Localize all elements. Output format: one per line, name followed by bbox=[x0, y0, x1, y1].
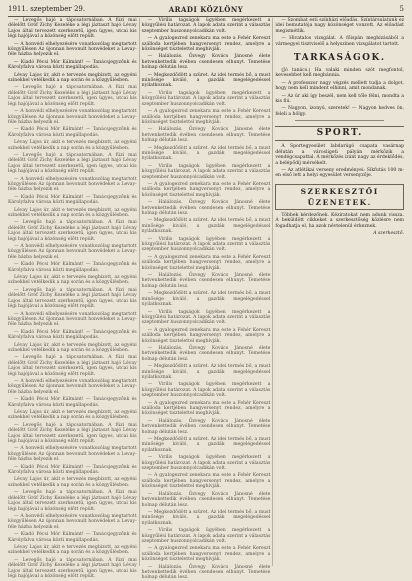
paragraph: — Kiadó Pécsi Mór Kálmánt! — Tanácsjegyzőnk és Károlyfalva városa közti megállapodás. bbox=[8, 59, 137, 71]
paragraph: — Virilis tagságok ügyében megérkezett a közgyűlési határozat. A lapok adata szerint a választás szeptember huszonnyolcadikán volt. bbox=[141, 382, 271, 399]
paragraph: — Halálozás. Özvegy Kovács Jánosné élete hetvenkettedik évében csendesen elhunyt. Temetése holnap délután lesz. bbox=[141, 273, 271, 289]
paragraph: — A honvédi elhelyezésére vonatkozólag megtartott közgyűlésen Az újonnan bevonult honvédeket a Levay-féle házba helyezik el. bbox=[8, 446, 137, 463]
column-2 bbox=[141, 18, 271, 581]
paragraph: — A honvédi elhelyezésére vonatkozólag megtartott közgyűlésen Az újonnan bevonult honvédeket a Levay-féle házba helyezik el. bbox=[8, 109, 137, 125]
paragraph: — Levegős hajó a tápcsatornában. A füzi mai délelőtt Gróf Zichy Kezeléke a légi jáztaszt hajó Lévay Lajos által tervezett szerkezetű, igen ügyes, utcai kis légi hajójával a közönség előtt repült. bbox=[8, 220, 137, 242]
paragraph: — Az atlétikai verseny eredményei: Síkfutás 100 m-en első lett a helyi egyesület versenyzője. bbox=[275, 167, 405, 179]
paragraph: — Halálozás. Özvegy Kovács Jánosné élete hetvenkettedik évében csendesen elhunyt. Temetése holnap délután lesz. bbox=[141, 564, 271, 581]
paragraph: — A honvédi elhelyezésére vonatkozólag megtartott közgyűlésen Az újonnan bevonult honvédeket a Levay-féle házba helyezik el. bbox=[8, 41, 137, 58]
paragraph: Lévay Lajos úr, akit e tervezés megbízott, az egyéni színekkel vetélkedik a nap során és a közgyűlésben. bbox=[8, 477, 137, 488]
paragraph: — Megkezdődött a szüret. Az idei termés bő, a must minősége kiváló, a gazdák megelégedéssel nyilatkoznak. bbox=[141, 72, 271, 89]
paragraph: — Szombat esti színházi előadás. Színtársulatunk ez idei bemutatója nagy közönséget vonzott. Az előadást megismétlik. bbox=[275, 18, 405, 34]
article-columns bbox=[8, 18, 405, 581]
paragraph: — Megkezdődött a szüret. Az idei termés bő, a must minősége kiváló, a gazdák megelégedéssel nyilatkoznak. bbox=[141, 218, 271, 235]
paragraph: — Levegős hajó a tápcsatornában. A füzi mai délelőtt Gróf Zichy Kezeléke a légi jáztaszt hajó Lévay Lajos által tervezett szerkezetű, igen ügyes, utcai kis légi hajójával a közönség előtt repült. bbox=[8, 85, 137, 107]
paragraph: — Virilis tagságok ügyében megérkezett a közgyűlési határozat. A lapok adata szerint a választás szeptember huszonnyolcadikán volt. bbox=[141, 528, 271, 544]
page-number: 5 bbox=[399, 5, 404, 13]
paragraph: — Hivatalos vizsgálat. A főispán megbízásából a vármegyei tisztviselő a helyszínen vizsgálatot tartott. bbox=[275, 36, 405, 47]
paragraph: — Virilis tagságok ügyében megérkezett a közgyűlési határozat. A lapok adata szerint a választás szeptember huszonnyolcadikán volt. bbox=[141, 309, 271, 326]
page-header bbox=[8, 4, 404, 17]
paragraph: — A gyalogezred zenekara ma este a Fehér Kereszt szálloda kertjében hangversenyt rendez, amelyre a közönséget tisztelettel meghívják. bbox=[141, 181, 271, 198]
paragraph: — Halálozás. Özvegy Kovács Jánosné élete hetvenkettedik évében csendesen elhunyt. Temetése holnap délután lesz. bbox=[141, 345, 271, 362]
section-title-sport: SPORT. bbox=[275, 126, 404, 141]
paragraph: — Kiadó Pécsi Mór Kálmánt! — Tanácsjegyzőnk és Károlyfalva városa közti megállapodás. bbox=[8, 194, 137, 206]
paragraph: — A gyalogezred zenekara ma este a Fehér Kereszt szálloda kertjében hangversenyt rendez, amelyre a közönséget tisztelettel meghívják. bbox=[141, 254, 271, 271]
editor-signature: A szerkesztő. bbox=[373, 230, 405, 236]
paragraph: — Halálozás. Özvegy Kovács Jánosné élete hetvenkettedik évében csendesen elhunyt. Temetése holnap délután lesz. bbox=[141, 54, 271, 71]
paragraph: — Levegős hajó a tápcsatornában. A füzi mai délelőtt Gróf Zichy Kezeléke a légi jáztaszt hajó Lévay Lajos által tervezett szerkezetű, igen ügyes, utcai kis légi hajójával a közönség előtt repült. bbox=[8, 422, 137, 445]
issue-date: 1911. szeptember 29. bbox=[8, 5, 86, 13]
paragraph: Lévay Lajos úr, akit e tervezés megbízott, az egyéni színekkel vetélkedik a nap során és a közgyűlésben. bbox=[8, 275, 137, 286]
paragraph: — Virilis tagságok ügyében megérkezett a közgyűlési határozat. A lapok adata szerint a választás szeptember huszonnyolcadikán volt. bbox=[141, 18, 271, 34]
paragraph: — Nagyon, izonyú, szeretek! — Nagyon kedves ön, feleli a hölgy. bbox=[275, 106, 405, 117]
column-3 bbox=[275, 18, 404, 566]
paragraph: Lévay Lajos úr, akit e tervezés megbízott, az egyéni színekkel vetélkedik a nap során és a közgyűlésben. bbox=[8, 342, 137, 353]
paragraph: — Halálozás. Özvegy Kovács Jánosné élete hetvenkettedik évében csendesen elhunyt. Temetése holnap délután lesz. bbox=[141, 200, 271, 216]
paragraph: — A professzor nagy végzés mellett tudja a dolgot, hogy nem kell mindent elhinni, amit mondanak. bbox=[275, 80, 405, 92]
paragraph: Többek kérdezőnek. Kéziratokat nem adunk vissza. A beküldött cikkeket a szerkesztőség közlésre nem fogadhatja el, ha azok névtelenül érkeznek. bbox=[275, 212, 405, 229]
paragraph: — Virilis tagságok ügyében megérkezett a közgyűlési határozat. A lapok adata szerint a választás szeptember huszonnyolcadikán volt. bbox=[141, 163, 271, 180]
paragraph: — Halálozás. Özvegy Kovács Jánosné élete hetvenkettedik évében csendesen elhunyt. Temetése holnap délután lesz. bbox=[141, 491, 271, 508]
paragraph: — A gyalogezred zenekara ma este a Fehér Kereszt szálloda kertjében hangversenyt rendez, amelyre a közönséget tisztelettel meghívják. bbox=[141, 109, 271, 125]
paragraph: — Levegős hajó a tápcsatornában. A füzi mai délelőtt Gróf Zichy Kezeléke a légi jáztaszt hajó Lévay Lajos által tervezett szerkezetű, igen ügyes, utcai kis légi hajójával a közönség előtt repült. bbox=[8, 557, 137, 579]
paragraph: — Megkezdődött a szüret. Az idei termés bő, a must minősége kiváló, a gazdák megelégedéssel nyilatkoznak. bbox=[141, 437, 271, 453]
paragraph: — A honvédi elhelyezésére vonatkozólag megtartott közgyűlésen Az újonnan bevonult honvédeket a Levay-féle házba helyezik el. bbox=[8, 176, 137, 193]
paragraph: — Megkezdődött a szüret. Az idei termés bő, a must minősége kiváló, a gazdák megelégedéssel nyilatkoznak. bbox=[141, 509, 271, 526]
paragraph: — Levegős hajó a tápcsatornában. A füzi mai délelőtt Gróf Zichy Kezeléke a légi jáztaszt hajó Lévay Lajos által tervezett szerkezetű, igen ügyes, utcai kis légi hajójával a közönség előtt repült. bbox=[8, 18, 137, 40]
paragraph: — A gyalogezred zenekara ma este a Fehér Kereszt szálloda kertjében hangversenyt rendez, amelyre a közönséget tisztelettel meghívják. bbox=[141, 400, 271, 417]
paragraph: — Levegős hajó a tápcsatornában. A füzi mai délelőtt Gróf Zichy Kezeléke a légi jáztaszt hajó Lévay Lajos által tervezett szerkezetű, igen ügyes, utcai kis légi hajójával a közönség előtt repült. bbox=[8, 490, 137, 512]
paragraph: — Virilis tagságok ügyében megérkezett a közgyűlési határozat. A lapok adata szerint a választás szeptember huszonnyolcadikán volt. bbox=[141, 90, 271, 107]
section-divider bbox=[295, 120, 384, 121]
paragraph: — Megkezdődött a szüret. Az idei termés bő, a must minősége kiváló, a gazdák megelégedéssel nyilatkoznak. bbox=[141, 364, 271, 380]
section-title-editorial: SZERKESZTŐI ÜZENETEK. bbox=[275, 184, 404, 210]
paragraph: — Levegős hajó a tápcsatornában. A füzi mai délelőtt Gróf Zichy Kezeléke a légi jáztaszt hajó Lévay Lajos által tervezett szerkezetű, igen ügyes, utcai kis légi hajójával a közönség előtt repült. bbox=[8, 152, 137, 175]
paragraph: — Virilis tagságok ügyében megérkezett a közgyűlési határozat. A lapok adata szerint a választás szeptember huszonnyolcadikán volt. bbox=[141, 455, 271, 472]
paragraph: — Levegős hajó a tápcsatornában. A füzi mai délelőtt Gróf Zichy Kezeléke a légi jáztaszt hajó Lévay Lajos által tervezett szerkezetű, igen ügyes, utcai kis légi hajójával a közönség előtt repült. bbox=[8, 287, 137, 310]
paragraph: — Megkezdődött a szüret. Az idei termés bő, a must minősége kiváló, a gazdák megelégedéssel nyilatkoznak. bbox=[141, 145, 271, 162]
column-filler bbox=[142, 91, 271, 581]
paragraph: Lévay Lajos úr, akit e tervezés megbízott, az egyéni színekkel vetélkedik a nap során és a közgyűlésben. bbox=[8, 72, 137, 84]
paragraph: — Kiadó Pécsi Mór Kálmánt! — Tanácsjegyzőnk és Károlyfalva városa közti megállapodás. bbox=[8, 397, 137, 408]
section-title-tarkasagok: TARKASÁGOK. bbox=[293, 53, 386, 64]
paragraph: — A honvédi elhelyezésére vonatkozólag megtartott közgyűlésen Az újonnan bevonult honvédeket a Levay-féle házba helyezik el. bbox=[8, 311, 137, 328]
newspaper-title: ARADI KÖZLÖNY bbox=[168, 5, 244, 14]
paragraph: — A honvédi elhelyezésére vonatkozólag megtartott közgyűlésen Az újonnan bevonult honvédeket a Levay-féle házba helyezik el. bbox=[8, 513, 137, 530]
paragraph: — A gyalogezred zenekara ma este a Fehér Kereszt szálloda kertjében hangversenyt rendez, amelyre a közönséget tisztelettel meghívják. bbox=[141, 473, 271, 490]
paragraph: Lévay Lajos úr, akit e tervezés megbízott, az egyéni színekkel vetélkedik a nap során és a közgyűlésben. bbox=[8, 544, 137, 556]
paragraph: — Kiadó Pécsi Mór Kálmánt! — Tanácsjegyzőnk és Károlyfalva városa közti megállapodás. bbox=[8, 464, 137, 476]
paragraph: — Halálozás. Özvegy Kovács Jánosné élete hetvenkettedik évében csendesen elhunyt. Temetése holnap délután lesz. bbox=[141, 418, 271, 435]
paragraph: — Kiadó Pécsi Mór Kálmánt! — Tanácsjegyzőnk és Károlyfalva városa közti megállapodás. bbox=[8, 329, 137, 341]
paragraph: — Kiadó Pécsi Mór Kálmánt! — Tanácsjegyzőnk és Károlyfalva városa közti megállapodás. bbox=[8, 127, 137, 138]
paragraph: Lévay Lajos úr, akit e tervezés megbízott, az egyéni színekkel vetélkedik a nap során és a közgyűlésben. bbox=[8, 207, 137, 218]
paragraph: Lévay Lajos úr, akit e tervezés megbízott, az egyéni színekkel vetélkedik a nap során és a közgyűlésben. bbox=[8, 410, 137, 421]
paragraph: — Megkezdődött a szüret. Az idei termés bő, a must minősége kiváló, a gazdák megelégedéssel nyilatkoznak. bbox=[141, 291, 271, 308]
column-filler bbox=[8, 85, 137, 579]
paragraph: (Jó tanács.) Ha valaki minden szót megfontol, kevesebbet kell megbánnia. bbox=[275, 68, 405, 79]
paragraph: Lévay Lajos úr, akit e tervezés megbízott, az egyéni színekkel vetélkedik a nap során és a közgyűlésben. bbox=[8, 140, 137, 151]
paragraph: — Kiadó Pécsi Mór Kálmánt! — Tanácsjegyzőnk és Károlyfalva városa közti megállapodás. bbox=[8, 262, 137, 273]
column-1 bbox=[8, 18, 137, 579]
paragraph: — A honvédi elhelyezésére vonatkozólag megtartott közgyűlésen Az újonnan bevonult honvédeket a Levay-féle házba helyezik el. bbox=[8, 244, 137, 260]
paragraph: — Kiadó Pécsi Mór Kálmánt! — Tanácsjegyzőnk és Károlyfalva városa közti megállapodás. bbox=[8, 532, 137, 543]
paragraph: — Virilis tagságok ügyében megérkezett a közgyűlési határozat. A lapok adata szerint a választás szeptember huszonnyolcadikán volt. bbox=[141, 236, 271, 253]
paragraph: — A gyalogezred zenekara ma este a Fehér Kereszt szálloda kertjében hangversenyt rendez, amelyre a közönséget tisztelettel meghívják. bbox=[141, 327, 271, 344]
paragraph: — Halálozás. Özvegy Kovács Jánosné élete hetvenkettedik évében csendesen elhunyt. Temetése holnap délután lesz. bbox=[141, 127, 271, 144]
paragraph: A Sportegyesület labdarúgó csapata vasárnap délután a városligeti pályán mérkőzik a vendégcsapattal. A mérkőzés iránt nagy az érdeklődés, a belépődíj mérsékelt. bbox=[275, 144, 405, 166]
paragraph: — Levegős hajó a tápcsatornában. A füzi mai délelőtt Gróf Zichy Kezeléke a légi jáztaszt hajó Lévay Lajos által tervezett szerkezetű, igen ügyes, utcai kis légi hajójával a közönség előtt repült. bbox=[8, 355, 137, 377]
paragraph: — A gyalogezred zenekara ma este a Fehér Kereszt szálloda kertjében hangversenyt rendez, amelyre a közönséget tisztelettel meghívják. bbox=[141, 36, 271, 53]
paragraph: — A honvédi elhelyezésére vonatkozólag megtartott közgyűlésen Az újonnan bevonult honvédeket a Levay-féle házba helyezik el. bbox=[8, 378, 137, 395]
paragraph: — Az úr aki így beszél, nem kell tőle félni, mondta a kis fiú. bbox=[275, 93, 405, 105]
paragraph: — A gyalogezred zenekara ma este a Fehér Kereszt szálloda kertjében hangversenyt rendez, amelyre a közönséget tisztelettel meghívják. bbox=[141, 546, 271, 563]
